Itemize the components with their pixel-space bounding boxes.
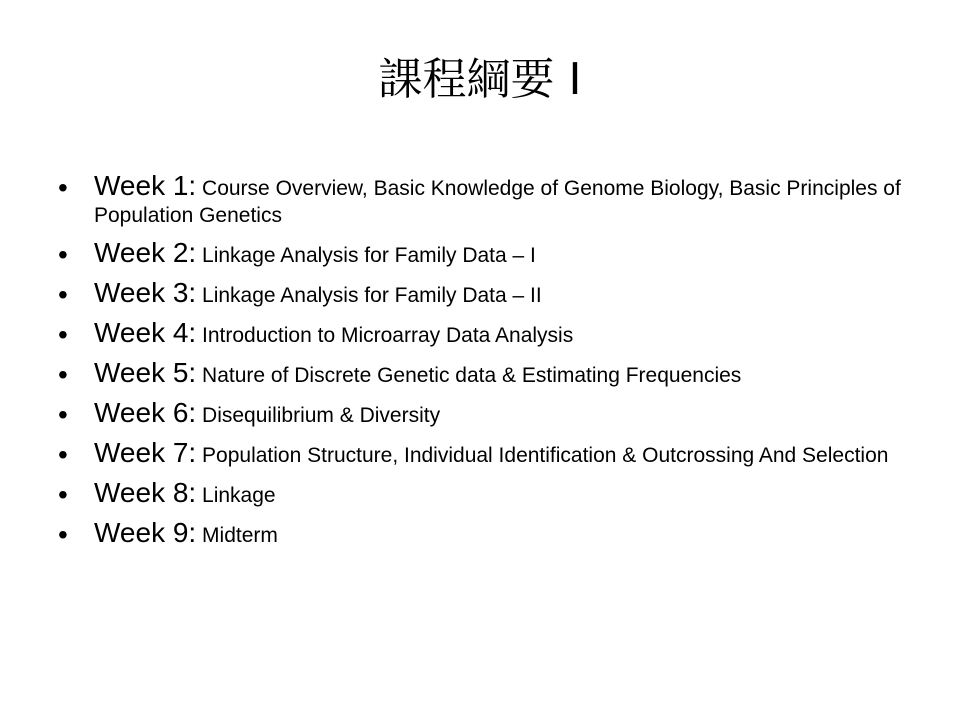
week-description: Midterm [196,524,278,547]
bullet-icon: • [58,399,68,430]
week-label: Week 8: [94,477,197,508]
week-description: Course Overview, Basic Knowledge of Genome Biology, Basic Principles of Population Genetics [94,177,901,227]
week-description: Linkage Analysis for Family Data – I [196,244,536,267]
list-item [58,359,928,390]
list-item [58,519,928,550]
slide-title: 課程綱要 I [378,54,582,105]
bullet-icon: • [58,319,68,350]
list-item [58,319,928,350]
week-label: Week 4: [94,317,197,348]
week-description: Nature of Discrete Genetic data & Estimating Frequencies [196,364,742,387]
item-text [94,319,928,350]
bullet-icon: • [58,172,68,203]
list-item [58,399,928,430]
list-item [58,239,928,270]
bullet-icon: • [58,359,68,390]
week-description: Linkage [196,484,276,507]
bullet-icon: • [58,439,68,470]
week-description: Linkage Analysis for Family Data – II [196,284,542,307]
bullet-icon: • [58,479,68,510]
week-description: Introduction to Microarray Data Analysis [196,324,574,347]
bullet-icon: • [58,239,68,270]
list-item [58,279,928,310]
list-item [58,479,928,510]
item-text [94,479,928,510]
week-label: Week 2: [94,237,197,268]
week-description: Disequilibrium & Diversity [196,404,441,427]
item-text [94,399,928,430]
item-text [94,439,928,470]
agenda-list [58,172,928,559]
item-text [94,239,928,270]
bullet-icon: • [58,519,68,550]
item-text [94,172,928,230]
week-label: Week 1: [94,170,197,201]
week-label: Week 5: [94,357,197,388]
list-item [58,172,928,230]
item-text [94,279,928,310]
week-description: Population Structure, Individual Identification & Outcrossing And Selection [196,444,889,467]
week-label: Week 9: [94,517,197,548]
week-label: Week 3: [94,277,197,308]
item-text [94,359,928,390]
list-item [58,439,928,470]
bullet-icon: • [58,279,68,310]
item-text [94,519,928,550]
week-label: Week 7: [94,437,197,468]
week-label: Week 6: [94,397,197,428]
